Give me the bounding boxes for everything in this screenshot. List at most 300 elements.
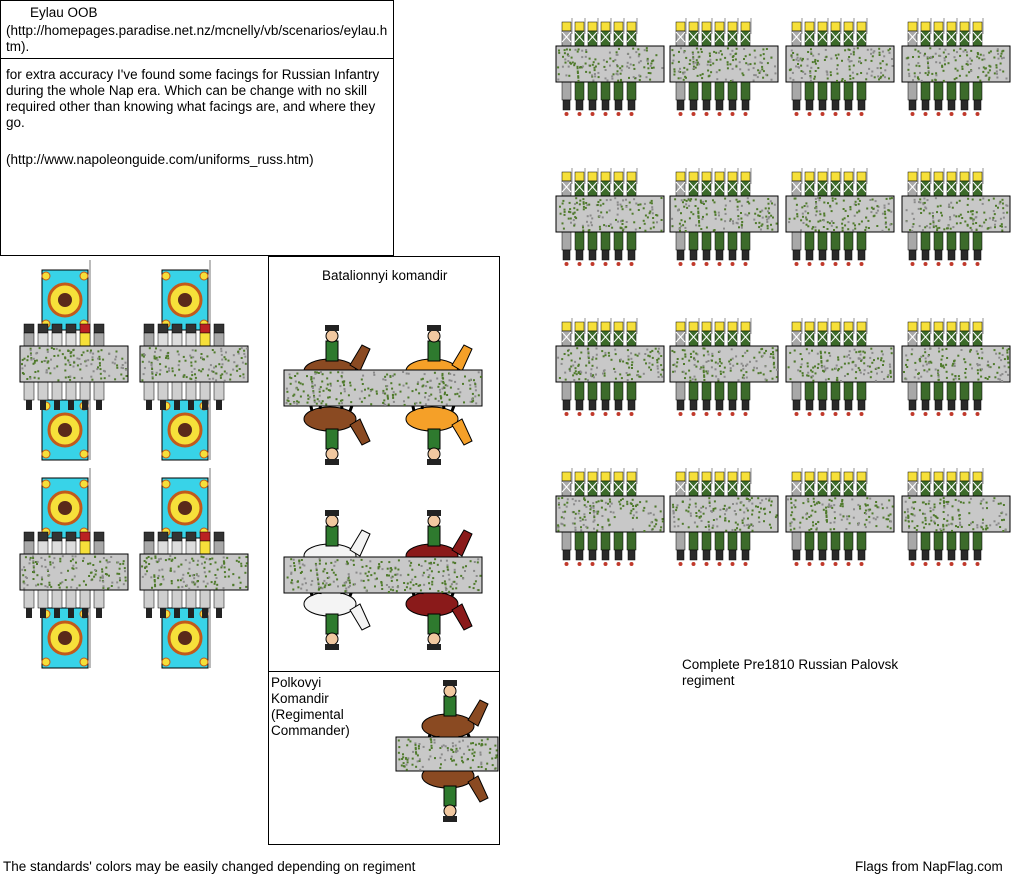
standard-flag	[42, 270, 88, 330]
soldier-coat	[588, 232, 597, 250]
infantry-stand	[902, 318, 1010, 416]
infantry-stand	[670, 18, 778, 116]
soldier-shako	[66, 324, 76, 333]
soldier-legs	[845, 400, 852, 410]
terrain-base	[140, 346, 248, 382]
horse-neck	[350, 604, 370, 630]
soldier-coat	[588, 82, 597, 100]
soldier-shako	[562, 22, 571, 31]
soldier-legs	[576, 250, 583, 260]
infantry-stand	[902, 468, 1010, 566]
soldier-legs	[615, 100, 622, 110]
rider-coat	[428, 341, 440, 361]
soldier-coat	[728, 232, 737, 250]
soldier-coat	[934, 382, 943, 400]
soldier-coat	[805, 532, 814, 550]
terrain-base	[556, 46, 664, 82]
soldier-legs	[948, 550, 955, 560]
soldier-coat	[702, 232, 711, 250]
soldier-coat	[921, 532, 930, 550]
soldier-shako	[562, 172, 571, 181]
rider-head	[428, 448, 440, 460]
soldier-legs	[628, 100, 635, 110]
soldier-legs	[742, 400, 749, 410]
infantry-stand	[556, 468, 664, 566]
soldier-coat	[973, 232, 982, 250]
soldier-coat	[741, 82, 750, 100]
standard-flag	[42, 478, 88, 538]
horse-neck	[452, 419, 472, 445]
soldier-legs	[690, 250, 697, 260]
soldier-shako	[857, 22, 866, 31]
infantry-stand	[670, 168, 778, 266]
soldier-legs	[563, 250, 570, 260]
soldier-legs	[54, 400, 60, 410]
soldier-legs	[909, 250, 916, 260]
soldier-shako	[52, 532, 62, 541]
soldier-legs	[974, 550, 981, 560]
soldier-coat	[702, 82, 711, 100]
soldier-shako	[94, 324, 104, 333]
soldier-legs	[216, 608, 222, 618]
soldier-legs	[806, 550, 813, 560]
soldier-legs	[96, 608, 102, 618]
soldier-coat	[805, 82, 814, 100]
terrain-base	[284, 370, 482, 406]
terrain-base	[20, 554, 128, 590]
soldier-shako	[588, 172, 597, 181]
soldier-shako	[947, 472, 956, 481]
horse-neck	[350, 419, 370, 445]
soldier-coat	[158, 590, 168, 608]
soldier-legs	[690, 550, 697, 560]
soldier-shako	[741, 172, 750, 181]
soldier-shako	[934, 172, 943, 181]
soldier-shako	[831, 172, 840, 181]
soldier-shako	[575, 322, 584, 331]
soldier-shako	[844, 22, 853, 31]
rider-hat	[427, 459, 441, 465]
soldier-shako	[741, 322, 750, 331]
soldier-shako	[614, 172, 623, 181]
soldier-coat	[741, 382, 750, 400]
rider-hat	[427, 510, 441, 516]
rider-hat	[325, 325, 339, 331]
soldier-coat	[614, 232, 623, 250]
soldier-legs	[935, 400, 942, 410]
rider-head	[326, 448, 338, 460]
soldier-coat	[947, 532, 956, 550]
soldier-shako	[186, 532, 196, 541]
soldier-legs	[40, 400, 46, 410]
soldier-coat	[601, 382, 610, 400]
soldier-legs	[832, 100, 839, 110]
soldier-coat	[94, 382, 104, 400]
soldier-shako	[24, 532, 34, 541]
soldier-shako	[921, 172, 930, 181]
rider-head	[444, 805, 456, 817]
rider-head	[428, 330, 440, 342]
soldier-coat	[614, 82, 623, 100]
soldier-coat	[144, 590, 154, 608]
rider-head	[444, 685, 456, 697]
soldier-coat	[792, 232, 801, 250]
soldier-shako	[158, 324, 168, 333]
soldier-coat	[172, 382, 182, 400]
soldier-legs	[677, 550, 684, 560]
terrain-base	[556, 496, 664, 532]
soldier-shako	[844, 472, 853, 481]
soldier-legs	[729, 400, 736, 410]
soldier-legs	[589, 550, 596, 560]
soldier-shako	[94, 532, 104, 541]
soldier-legs	[948, 400, 955, 410]
soldier-coat	[818, 382, 827, 400]
soldier-legs	[793, 250, 800, 260]
soldier-legs	[819, 400, 826, 410]
soldier-shako	[857, 322, 866, 331]
soldier-legs	[858, 400, 865, 410]
soldier-coat	[575, 532, 584, 550]
soldier-shako	[614, 472, 623, 481]
soldier-shako	[818, 472, 827, 481]
soldier-shako	[588, 472, 597, 481]
soldier-legs	[832, 550, 839, 560]
horse-neck	[468, 776, 488, 802]
infantry-stand	[902, 18, 1010, 116]
soldier-legs	[677, 250, 684, 260]
soldier-coat	[921, 382, 930, 400]
soldier-legs	[602, 100, 609, 110]
rider-coat	[428, 429, 440, 449]
soldier-shako	[144, 324, 154, 333]
soldier-shako	[575, 22, 584, 31]
horse-neck	[468, 700, 488, 726]
standard-flag-mirrored	[42, 400, 88, 460]
soldier-coat	[575, 82, 584, 100]
rider-hat	[427, 325, 441, 331]
rider-hat	[427, 644, 441, 650]
soldier-legs	[703, 550, 710, 560]
soldier-coat	[66, 590, 76, 608]
soldier-shako	[715, 322, 724, 331]
terrain-base	[786, 496, 894, 532]
soldier-legs	[146, 608, 152, 618]
soldier-shako	[715, 172, 724, 181]
soldier-shako	[908, 472, 917, 481]
soldier-shako	[831, 22, 840, 31]
soldier-shako	[973, 472, 982, 481]
soldier-legs	[729, 100, 736, 110]
soldier-coat	[24, 382, 34, 400]
soldier-shako	[80, 532, 90, 541]
soldier-shako	[908, 22, 917, 31]
soldier-shako	[792, 472, 801, 481]
soldier-shako	[728, 22, 737, 31]
soldier-shako	[588, 22, 597, 31]
soldier-legs	[174, 608, 180, 618]
soldier-legs	[68, 400, 74, 410]
soldier-coat	[627, 382, 636, 400]
soldier-legs	[961, 100, 968, 110]
soldier-coat	[588, 532, 597, 550]
rider-head	[326, 330, 338, 342]
soldier-coat	[562, 382, 571, 400]
soldier-legs	[909, 100, 916, 110]
soldier-shako	[792, 22, 801, 31]
soldier-shako	[702, 322, 711, 331]
rider-hat	[325, 510, 339, 516]
soldier-legs	[845, 250, 852, 260]
soldier-coat	[857, 532, 866, 550]
soldier-coat	[601, 82, 610, 100]
soldier-coat	[792, 82, 801, 100]
soldier-coat	[94, 590, 104, 608]
soldier-coat	[144, 382, 154, 400]
soldier-shako	[689, 172, 698, 181]
soldier-shako	[614, 22, 623, 31]
soldier-legs	[716, 400, 723, 410]
soldier-coat	[831, 532, 840, 550]
terrain-base	[670, 46, 778, 82]
soldier-coat	[741, 232, 750, 250]
terrain-base	[786, 46, 894, 82]
soldier-coat	[792, 382, 801, 400]
soldier-shako	[934, 472, 943, 481]
soldier-legs	[832, 250, 839, 260]
soldier-shako	[200, 532, 210, 541]
soldier-shako	[831, 472, 840, 481]
rider-coat	[326, 341, 338, 361]
infantry-stand	[670, 468, 778, 566]
soldier-coat	[627, 532, 636, 550]
soldier-shako	[601, 22, 610, 31]
soldier-shako	[844, 322, 853, 331]
soldier-shako	[676, 472, 685, 481]
soldier-coat	[921, 82, 930, 100]
soldier-shako	[818, 322, 827, 331]
soldier-legs	[615, 550, 622, 560]
soldier-shako	[601, 322, 610, 331]
soldier-shako	[921, 322, 930, 331]
horse-neck	[350, 345, 370, 371]
soldier-legs	[690, 100, 697, 110]
infantry-stand	[786, 318, 894, 416]
infantry-stand	[786, 468, 894, 566]
battalion-commander-title: Batalionnyi komandir	[322, 268, 448, 283]
soldier-legs	[26, 400, 32, 410]
soldier-legs	[922, 550, 929, 560]
soldier-shako	[601, 172, 610, 181]
soldier-legs	[948, 250, 955, 260]
soldier-shako	[728, 172, 737, 181]
soldier-legs	[935, 550, 942, 560]
soldier-shako	[38, 532, 48, 541]
soldier-legs	[576, 400, 583, 410]
soldier-legs	[793, 550, 800, 560]
terrain-base	[670, 496, 778, 532]
terrain-base	[786, 346, 894, 382]
soldier-legs	[858, 550, 865, 560]
horse-neck	[452, 530, 472, 556]
rider-coat	[444, 786, 456, 806]
soldier-legs	[703, 400, 710, 410]
soldier-legs	[615, 250, 622, 260]
soldier-shako	[38, 324, 48, 333]
soldier-coat	[80, 382, 90, 400]
soldier-shako	[689, 472, 698, 481]
regimental-commander-title: Polkovyi Komandir (Regimental Commander)	[271, 675, 350, 738]
soldier-legs	[974, 400, 981, 410]
soldier-coat	[831, 382, 840, 400]
soldier-coat	[676, 232, 685, 250]
soldier-shako	[792, 322, 801, 331]
horse-neck	[452, 604, 472, 630]
soldier-legs	[922, 250, 929, 260]
soldier-shako	[973, 172, 982, 181]
soldier-legs	[961, 550, 968, 560]
soldier-coat	[702, 382, 711, 400]
infantry-stand	[556, 168, 664, 266]
napoleonguide-link[interactable]: (http://www.napoleonguide.com/uniforms_russ.htm)	[6, 152, 314, 167]
soldier-shako	[214, 324, 224, 333]
soldier-coat	[818, 232, 827, 250]
soldier-legs	[677, 100, 684, 110]
soldier-legs	[729, 550, 736, 560]
soldier-shako	[805, 22, 814, 31]
soldier-legs	[974, 250, 981, 260]
soldier-legs	[793, 400, 800, 410]
soldier-legs	[628, 250, 635, 260]
soldier-legs	[716, 550, 723, 560]
infantry-stand	[556, 318, 664, 416]
soldier-legs	[188, 608, 194, 618]
soldier-coat	[562, 532, 571, 550]
soldier-shako	[934, 22, 943, 31]
soldier-shako	[934, 322, 943, 331]
soldier-shako	[921, 472, 930, 481]
soldier-coat	[934, 532, 943, 550]
soldier-legs	[806, 400, 813, 410]
soldier-coat	[805, 232, 814, 250]
terrain-base	[902, 46, 1010, 82]
soldier-shako	[627, 22, 636, 31]
terrain-base	[556, 196, 664, 232]
soldier-legs	[819, 250, 826, 260]
soldier-shako	[200, 324, 210, 333]
soldier-legs	[858, 250, 865, 260]
soldier-legs	[974, 100, 981, 110]
rider-head	[326, 633, 338, 645]
standard-flag-mirrored	[162, 400, 208, 460]
soldier-legs	[935, 250, 942, 260]
rider-head	[326, 515, 338, 527]
soldier-coat	[831, 232, 840, 250]
soldier-legs	[216, 400, 222, 410]
standard-flag	[162, 478, 208, 538]
soldier-shako	[960, 22, 969, 31]
soldier-coat	[715, 382, 724, 400]
regiment-caption: Complete Pre1810 Russian Palovsk regiment	[682, 657, 902, 688]
rider-hat	[443, 680, 457, 686]
soldier-shako	[689, 22, 698, 31]
soldier-coat	[689, 532, 698, 550]
soldier-legs	[703, 100, 710, 110]
soldier-legs	[690, 400, 697, 410]
soldier-shako	[676, 22, 685, 31]
terrain-base	[20, 346, 128, 382]
soldier-coat	[792, 532, 801, 550]
soldier-coat	[614, 382, 623, 400]
source-link[interactable]: (http://homepages.paradise.net.nz/mcnelly/vb/scenarios/eylau.htm).	[6, 23, 388, 54]
soldier-shako	[857, 472, 866, 481]
terrain-base	[902, 496, 1010, 532]
soldier-coat	[831, 82, 840, 100]
soldier-coat	[741, 532, 750, 550]
soldier-coat	[934, 82, 943, 100]
soldier-legs	[806, 100, 813, 110]
soldier-coat	[908, 232, 917, 250]
soldier-coat	[214, 382, 224, 400]
infantry-stand	[902, 168, 1010, 266]
soldier-legs	[589, 100, 596, 110]
soldier-shako	[702, 172, 711, 181]
soldier-coat	[857, 382, 866, 400]
soldier-coat	[947, 232, 956, 250]
soldier-shako	[172, 532, 182, 541]
soldier-legs	[602, 400, 609, 410]
soldier-coat	[818, 82, 827, 100]
soldier-legs	[202, 400, 208, 410]
soldier-shako	[676, 172, 685, 181]
soldier-shako	[158, 532, 168, 541]
soldier-legs	[819, 550, 826, 560]
soldier-coat	[689, 382, 698, 400]
terrain-base	[786, 196, 894, 232]
soldier-coat	[38, 590, 48, 608]
soldier-coat	[214, 590, 224, 608]
soldier-legs	[935, 100, 942, 110]
soldier-shako	[715, 472, 724, 481]
soldier-legs	[563, 550, 570, 560]
soldier-legs	[742, 250, 749, 260]
standard-flag-mirrored	[162, 608, 208, 668]
soldier-coat	[960, 382, 969, 400]
soldier-legs	[54, 608, 60, 618]
soldier-shako	[66, 532, 76, 541]
soldier-coat	[702, 532, 711, 550]
soldier-coat	[601, 232, 610, 250]
soldier-legs	[563, 100, 570, 110]
soldier-legs	[628, 400, 635, 410]
standard-flag-mirrored	[42, 608, 88, 668]
infantry-stand	[670, 318, 778, 416]
soldier-legs	[202, 608, 208, 618]
soldier-shako	[805, 472, 814, 481]
soldier-shako	[947, 322, 956, 331]
soldier-shako	[676, 322, 685, 331]
terrain-base	[284, 557, 482, 593]
soldier-coat	[973, 82, 982, 100]
soldier-coat	[627, 232, 636, 250]
soldier-coat	[562, 82, 571, 100]
soldier-legs	[576, 100, 583, 110]
soldier-coat	[158, 382, 168, 400]
soldier-coat	[24, 590, 34, 608]
terrain-base	[140, 554, 248, 590]
soldier-coat	[66, 382, 76, 400]
soldier-shako	[214, 532, 224, 541]
